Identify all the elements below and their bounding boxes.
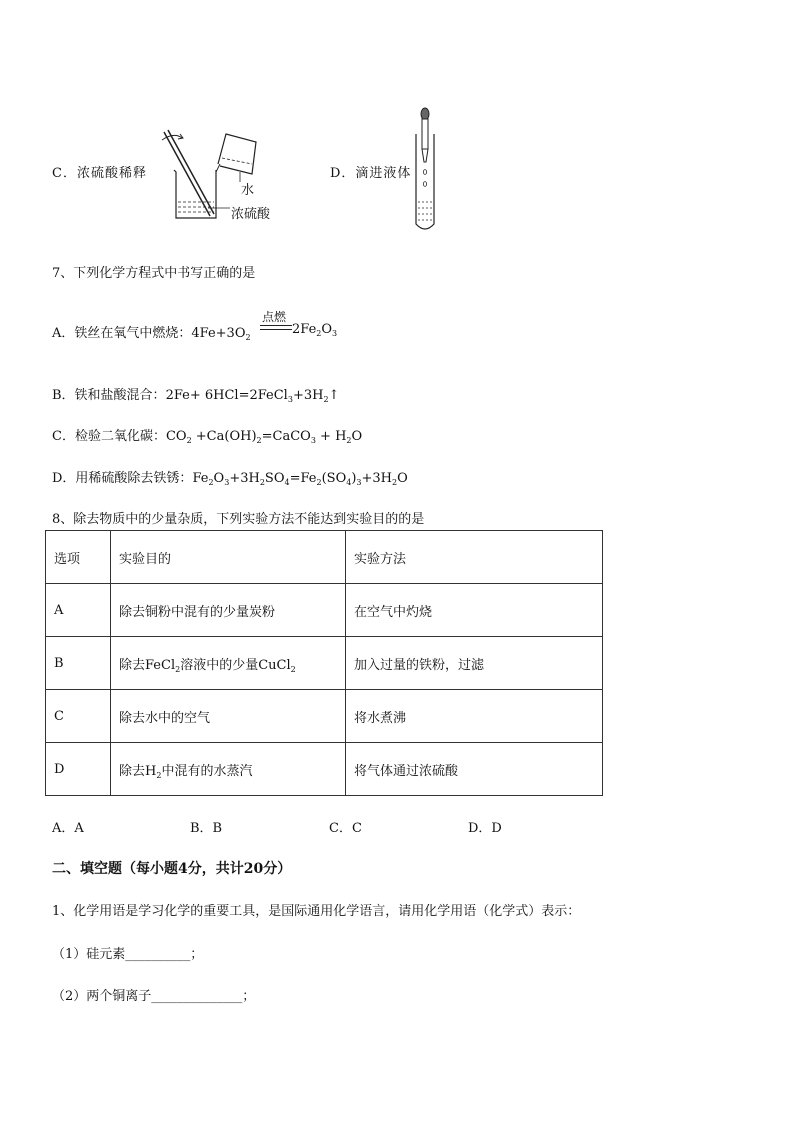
row-goal: 除去水中的空气 xyxy=(111,690,346,743)
row-goal: 除去$H_2$中混有的水蒸汽 xyxy=(111,743,346,796)
q8-table xyxy=(45,530,603,796)
header-option: 选项 xyxy=(46,531,111,584)
row-option: C xyxy=(46,690,111,743)
q7-a-condition: 点燃 xyxy=(262,310,287,324)
table-row xyxy=(46,743,603,796)
q8-answer-c: C．C xyxy=(329,821,362,836)
fill-q1-stem: 1、化学用语是学习化学的重要工具，是国际通用化学语言，请用化学用语（化学式）表示： xyxy=(52,904,581,919)
row-goal: 除去铜粉中混有的少量炭粉 xyxy=(111,584,346,637)
fill-q1-part1: （1）硅元素__________； xyxy=(52,947,204,962)
q8-stem: 8、除去物质中的少量杂质，下列实验方法不能达到实验目的的是 xyxy=(52,512,425,527)
q8-answer-a: A．A xyxy=(52,821,84,836)
table-header-row xyxy=(46,531,603,584)
table-row xyxy=(46,637,603,690)
row-option: D xyxy=(46,743,111,796)
row-option: A xyxy=(46,584,111,637)
q7-option-c: C．检验二氧化碳：$CO_2$ $+Ca(OH)_2=CaCO_3 + H_2O$ xyxy=(52,429,363,445)
water-label: 水 xyxy=(241,183,255,198)
row-method: 将水煮沸 xyxy=(346,690,603,743)
concentrated-acid-label: 浓硫酸 xyxy=(231,207,271,222)
row-goal: 除去FeCl$_2$溶液中的少量CuCl$_2$ xyxy=(111,637,346,690)
header-goal: 实验目的 xyxy=(111,531,346,584)
row-option: B xyxy=(46,637,111,690)
q6-option-d-label: D．滴进液体 xyxy=(330,166,412,181)
row-method: 将气体通过浓硫酸 xyxy=(346,743,603,796)
q6-option-c-label: C．浓硫酸稀释 xyxy=(52,166,147,181)
dropper-test-tube-illustration xyxy=(410,106,440,232)
row-method: 在空气中灼烧 xyxy=(346,584,603,637)
q8-answer-b: B．B xyxy=(190,821,223,836)
table-row xyxy=(46,584,603,637)
q7-stem: 7、下列化学方程式中书写正确的是 xyxy=(52,266,256,281)
header-method: 实验方法 xyxy=(346,531,603,584)
q7-option-b: B．铁和盐酸混合：$2Fe+ 6HCl=2FeCl_3+3H_2↑$ xyxy=(52,388,340,404)
q7-option-a: A．铁丝在氧气中燃烧：$4Fe+3O_2$ xyxy=(52,326,251,342)
table-row xyxy=(46,690,603,743)
section-2-title: 二、填空题（每小题4分，共计20分） xyxy=(52,861,292,877)
q7-option-d: D．用稀硫酸除去铁锈：$Fe_2O_3+3H_2SO_4=Fe_2(SO_4)_3+3H_2O$ xyxy=(52,471,408,487)
q8-answer-d: D．D xyxy=(468,821,502,836)
row-method: 加入过量的铁粉，过滤 xyxy=(346,637,603,690)
q7-a-double-bar xyxy=(260,325,292,330)
fill-q1-part2: （2）两个铜离子______________； xyxy=(52,989,256,1004)
q7-a-product: $2Fe_2O_3$ xyxy=(292,322,338,338)
